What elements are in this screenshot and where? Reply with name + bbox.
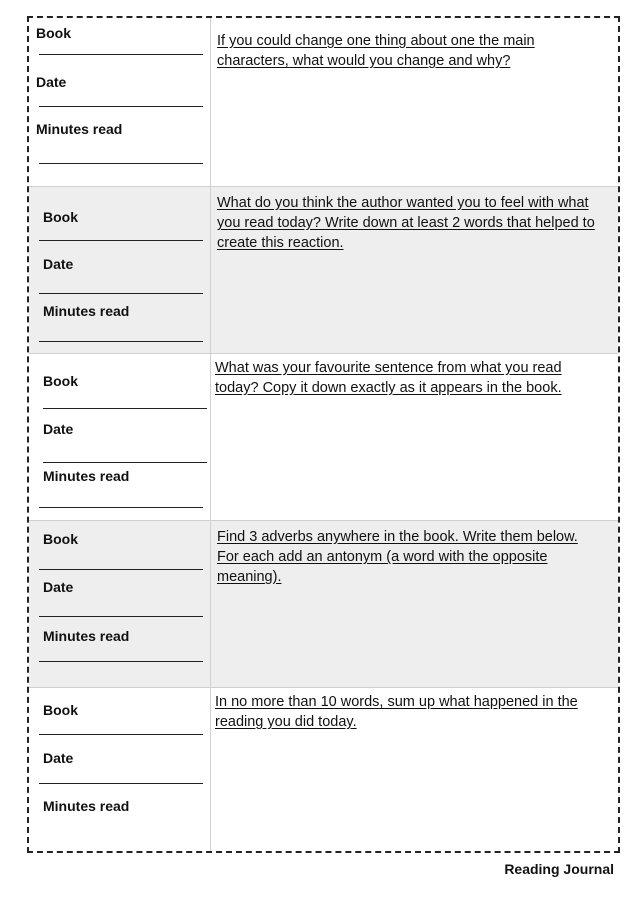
date-label: Date [43,750,74,766]
minutes-read-line[interactable] [39,163,203,164]
date-line[interactable] [39,106,203,107]
entry-prompt: What was your favourite sentence from what you read today? Copy it down exactly as it appears in the book. [215,360,562,396]
reading-journal-sheet [27,16,620,853]
entry-prompt: In no more than 10 words, sum up what happened in the reading you did today. [215,694,578,730]
date-label: Date [43,421,74,437]
book-label: Book [43,702,78,718]
date-label: Date [43,579,74,595]
entry-fields [29,18,211,186]
book-line[interactable] [43,408,207,409]
book-label: Book [43,531,78,547]
journal-entry [29,687,618,851]
entry-fields [29,187,211,353]
book-line[interactable] [39,54,203,55]
entry-fields [29,688,211,851]
minutes-read-label: Minutes read [43,628,130,644]
date-line[interactable] [39,293,203,294]
book-line[interactable] [39,240,203,241]
minutes-read-line[interactable] [39,341,203,342]
journal-entry [29,186,618,353]
date-line[interactable] [43,462,207,463]
book-label: Book [36,25,71,41]
minutes-read-line[interactable] [39,507,203,508]
book-line[interactable] [39,569,203,570]
minutes-read-label: Minutes read [43,303,130,319]
journal-entry [29,520,618,687]
book-label: Book [43,373,78,389]
minutes-read-line[interactable] [39,661,203,662]
entry-prompt: What do you think the author wanted you to feel with what you read today? Write down at least 2 words that helped to create this reaction. [217,195,595,251]
book-line[interactable] [39,734,203,735]
date-line[interactable] [39,783,203,784]
entry-fields [29,521,211,687]
date-line[interactable] [39,616,203,617]
entry-prompt: Find 3 adverbs anywhere in the book. Write them below. For each add an antonym (a word with the opposite meaning). [217,529,578,585]
minutes-read-label: Minutes read [43,468,130,484]
entry-prompt: If you could change one thing about one the main characters, what would you change and why? [217,33,535,69]
date-label: Date [43,256,74,272]
minutes-read-label: Minutes read [36,121,123,137]
journal-entry [29,353,618,520]
minutes-read-label: Minutes read [43,798,130,814]
date-label: Date [36,74,67,90]
journal-entry [29,18,618,186]
journal-title: Reading Journal [504,861,614,877]
book-label: Book [43,209,78,225]
entry-fields [29,354,211,520]
